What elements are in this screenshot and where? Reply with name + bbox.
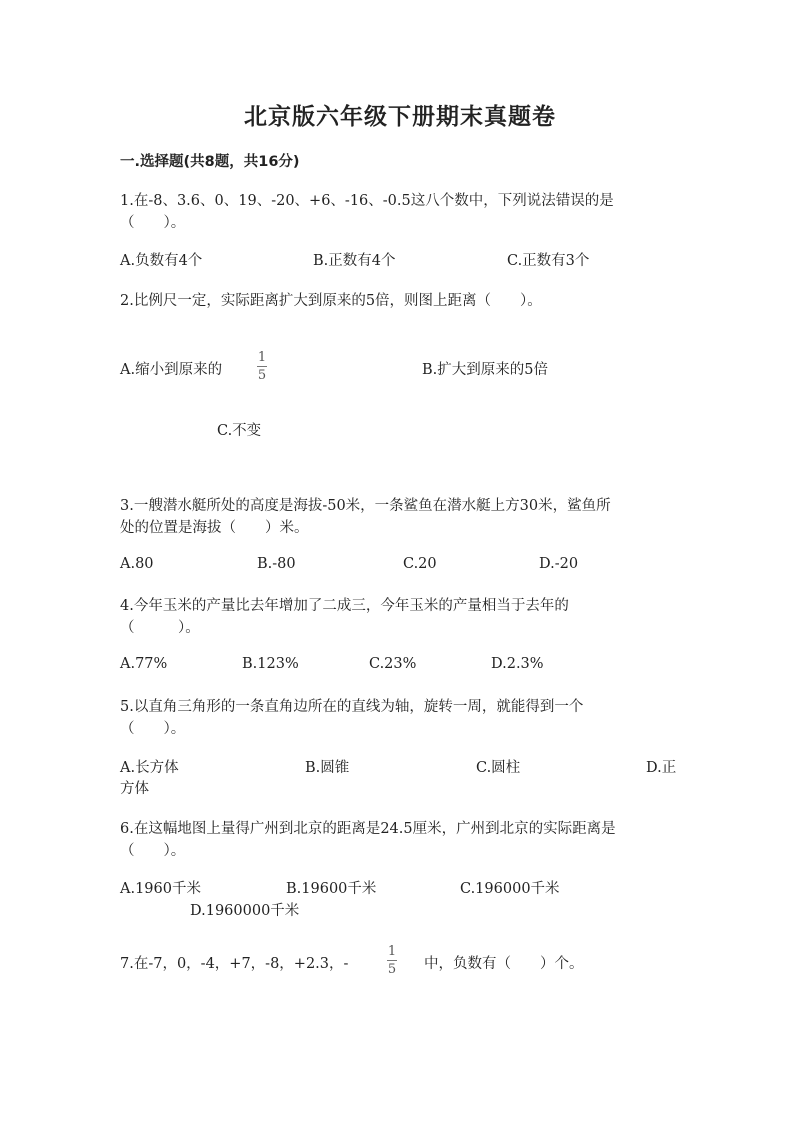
fraction-bar <box>257 366 267 367</box>
fraction-numerator: 1 <box>387 944 397 959</box>
option-b: B.19600千米 <box>286 881 377 897</box>
option-c: C.23% <box>369 656 417 672</box>
question-text: 6.在这幅地图上量得广州到北京的距离是24.5厘米，广州到北京的实际距离是 <box>120 821 616 837</box>
question-text: 3.一艘潜水艇所处的高度是海拔-50米，一条鲨鱼在潜水艇上方30米，鲨鱼所 <box>120 498 611 514</box>
fraction-bar <box>387 960 397 961</box>
question-text: 处的位置是海拔（ ）米。 <box>120 520 309 536</box>
option-c: C.圆柱 <box>476 760 521 776</box>
option-b: B.-80 <box>257 556 296 572</box>
option-d: D.1960000千米 <box>190 903 300 919</box>
option-a: A.负数有4个 <box>120 253 203 269</box>
option-a: A.缩小到原来的 <box>120 362 223 378</box>
question-text: 5.以直角三角形的一条直角边所在的直线为轴，旋转一周，就能得到一个 <box>120 699 584 715</box>
option-c: C.196000千米 <box>460 881 560 897</box>
fraction-denominator: 5 <box>257 368 267 383</box>
question-text: （ ）。 <box>120 215 186 231</box>
option-a: A.77% <box>120 656 168 672</box>
option-a: A.1960千米 <box>120 881 201 897</box>
question-text: 中，负数有（ ）个。 <box>424 956 584 972</box>
fraction <box>257 350 267 383</box>
question-text: （ ）。 <box>120 843 186 859</box>
question-text: 1.在-8、3.6、0、19、-20、+6、-16、-0.5这八个数中，下列说法错误的是 <box>120 193 614 209</box>
question-text: 7.在-7，0，-4，+7，-8，+2.3，- <box>120 956 349 972</box>
option-a: A.80 <box>120 556 154 572</box>
option-b: B.圆锥 <box>305 760 350 776</box>
option-c: C.不变 <box>217 423 262 439</box>
option-b: B.扩大到原来的5倍 <box>422 362 548 378</box>
page-title: 北京版六年级下册期末真题卷 <box>244 104 556 130</box>
fraction <box>387 944 397 977</box>
fraction-denominator: 5 <box>387 962 397 977</box>
question-text: 4.今年玉米的产量比去年增加了二成三，今年玉米的产量相当于去年的 <box>120 598 569 614</box>
section-heading: 一.选择题(共8题，共16分) <box>120 154 300 170</box>
option-d: D.-20 <box>539 556 579 572</box>
option-d-continued: 方体 <box>120 781 149 797</box>
question-text: 2.比例尺一定，实际距离扩大到原来的5倍，则图上距离（ ）。 <box>120 293 542 309</box>
option-d: D.2.3% <box>491 656 544 672</box>
question-text: （ ）。 <box>120 620 200 636</box>
option-a: A.长方体 <box>120 760 179 776</box>
option-b: B.123% <box>242 656 299 672</box>
option-d: D.正 <box>646 760 677 776</box>
question-text: （ ）。 <box>120 721 186 737</box>
option-c: C.正数有3个 <box>507 253 590 269</box>
fraction-numerator: 1 <box>257 350 267 365</box>
option-b: B.正数有4个 <box>313 253 396 269</box>
option-c: C.20 <box>403 556 437 572</box>
